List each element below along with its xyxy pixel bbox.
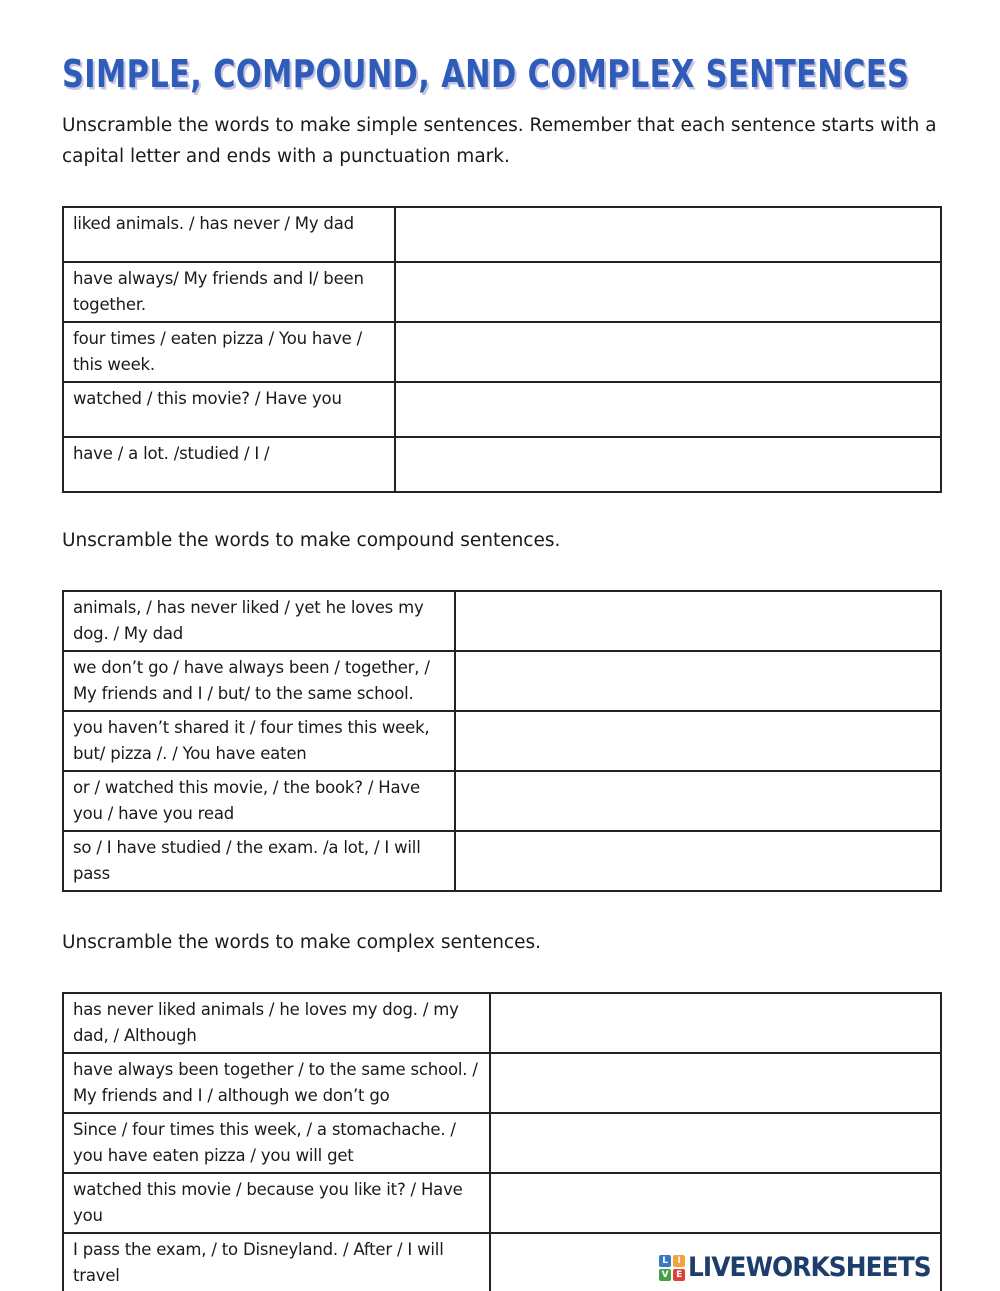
answer-cell[interactable] [490,993,941,1053]
answer-cell[interactable] [455,831,941,891]
table-row [63,262,941,322]
table-row [63,711,941,771]
answer-cell[interactable] [395,262,941,322]
liveworksheets-logo-text: LIVEWORKSHEETS [688,1252,931,1283]
prompt-cell: Since / four times this week, / a stomachache. / you have eaten pizza / you will get [63,1113,490,1173]
prompt-cell: so / I have studied / the exam. /a lot, / I will pass [63,831,455,891]
prompt-cell: have always/ My friends and I/ been together. [63,262,395,322]
compound-sentences-table [62,590,942,892]
prompt-cell: animals, / has never liked / yet he loves my dog. / My dad [63,591,455,651]
prompt-cell: have always been together / to the same school. / My friends and I / although we don’t go [63,1053,490,1113]
simple-sentences-instructions: Unscramble the words to make simple sentences. Remember that each sentence starts with a capital letter and ends with a punctuation mark. [62,115,937,167]
logo-tile-l: L [659,1255,671,1267]
table-row [63,1113,941,1173]
table-row [63,771,941,831]
answer-cell[interactable] [395,437,941,492]
table-row [63,437,941,492]
table-row [63,382,941,437]
prompt-cell: has never liked animals / he loves my dog. / my dad, / Although [63,993,490,1053]
answer-cell[interactable] [455,771,941,831]
prompt-cell: we don’t go / have always been / together, / My friends and I / but/ to the same school. [63,651,455,711]
logo-tile-v: V [659,1269,671,1281]
table-row [63,591,941,651]
answer-cell[interactable] [455,711,941,771]
prompt-cell: you haven’t shared it / four times this week, but/ pizza /. / You have eaten [63,711,455,771]
complex-sentences-table [62,992,942,1291]
answer-cell[interactable] [395,322,941,382]
table-row [63,322,941,382]
liveworksheets-logo-icon [659,1255,685,1281]
simple-sentences-table [62,206,942,493]
prompt-cell: four times / eaten pizza / You have / this week. [63,322,395,382]
prompt-cell: watched / this movie? / Have you [63,382,395,437]
table-row [63,1053,941,1113]
answer-cell[interactable] [490,1053,941,1113]
table-row [63,651,941,711]
logo-tile-e: E [673,1269,685,1281]
answer-cell[interactable] [395,207,941,262]
table-row [63,993,941,1053]
prompt-cell: have / a lot. /studied / I / [63,437,395,492]
answer-cell[interactable] [490,1173,941,1233]
compound-sentences-instructions: Unscramble the words to make compound sentences. [62,530,561,551]
table-row [63,207,941,262]
answer-cell[interactable] [490,1113,941,1173]
prompt-cell: watched this movie / because you like it? / Have you [63,1173,490,1233]
prompt-cell: or / watched this movie, / the book? / Have you / have you read [63,771,455,831]
liveworksheets-logo[interactable] [659,1252,952,1283]
answer-cell[interactable] [455,651,941,711]
worksheet-title: SIMPLE, COMPOUND, AND COMPLEX SENTENCES [62,52,910,96]
prompt-cell: I pass the exam, / to Disneyland. / After / I will travel [63,1233,490,1291]
prompt-cell: liked animals. / has never / My dad [63,207,395,262]
answer-cell[interactable] [395,382,941,437]
complex-sentences-instructions: Unscramble the words to make complex sentences. [62,932,542,953]
answer-cell[interactable] [455,591,941,651]
logo-tile-i: I [673,1255,685,1267]
table-row [63,1173,941,1233]
table-row [63,831,941,891]
